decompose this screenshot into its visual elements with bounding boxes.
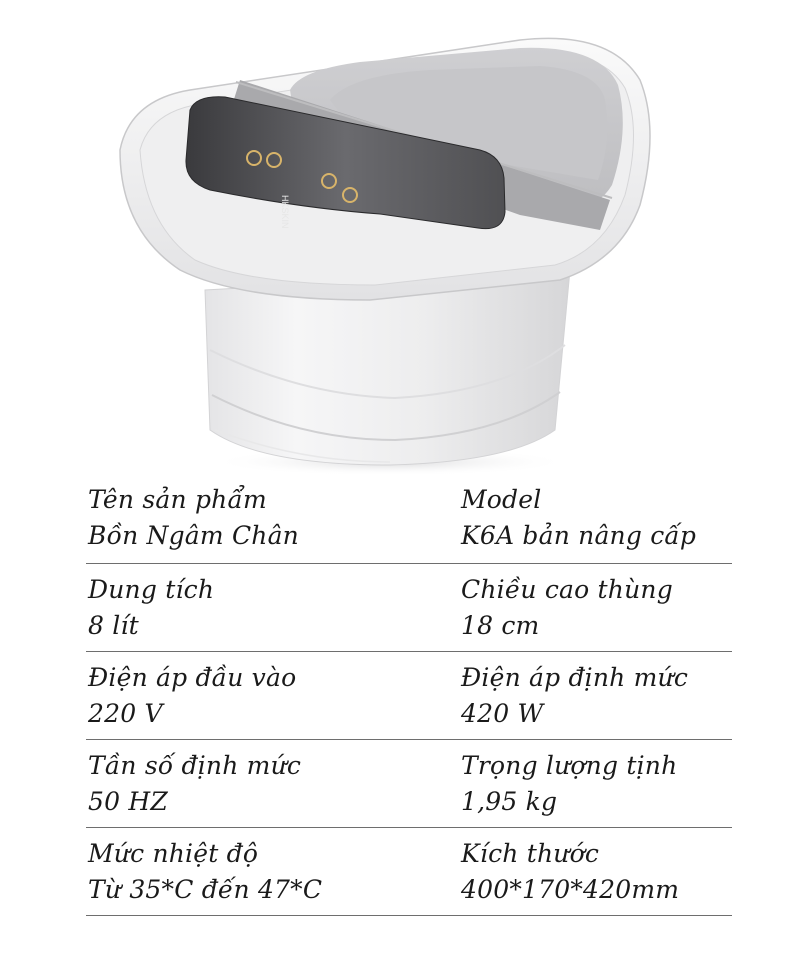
spec-cell: [461, 482, 696, 554]
foot-bath-image: [0, 0, 790, 475]
spec-cell: [88, 572, 214, 644]
spec-value: 50 HZ: [88, 787, 168, 816]
spec-label: Tần số định mức: [88, 751, 302, 780]
spec-value: 18 cm: [461, 611, 540, 640]
spec-cell: [88, 482, 299, 554]
spec-label: Tên sản phẩm: [88, 485, 267, 514]
spec-row: [86, 740, 732, 828]
brand-logo: HKSKIN: [280, 195, 290, 229]
spec-label: Chiều cao thùng: [461, 575, 673, 604]
spec-row: [86, 564, 732, 652]
spec-row: [86, 828, 732, 916]
spec-value: Từ 35*C đến 47*C: [88, 875, 323, 904]
spec-label: Trọng lượng tịnh: [461, 751, 678, 780]
spec-cell: [88, 836, 322, 908]
spec-label: Kích thước: [461, 839, 600, 868]
spec-row: [86, 480, 732, 564]
spec-value: 220 V: [88, 699, 163, 728]
spec-value: 400*170*420mm: [461, 875, 680, 904]
spec-value: K6A bản nâng cấp: [461, 521, 697, 550]
spec-value: 1,95 kg: [461, 787, 558, 816]
spec-label: Model: [461, 485, 542, 514]
spec-cell: [88, 748, 301, 820]
spec-value: 8 lít: [88, 611, 139, 640]
spec-value: 420 W: [461, 699, 544, 728]
spec-cell: [461, 660, 688, 732]
spec-cell: [461, 836, 679, 908]
spec-value: Bồn Ngâm Chân: [88, 521, 299, 550]
spec-label: Mức nhiệt độ: [88, 839, 259, 868]
spec-cell: [461, 748, 677, 820]
spec-row: [86, 652, 732, 740]
spec-label: Dung tích: [88, 575, 215, 604]
spec-cell: [88, 660, 296, 732]
spec-label: Điện áp định mức: [461, 663, 689, 692]
spec-cell: [461, 572, 673, 644]
spec-label: Điện áp đầu vào: [88, 663, 297, 692]
spec-table: [86, 480, 732, 916]
